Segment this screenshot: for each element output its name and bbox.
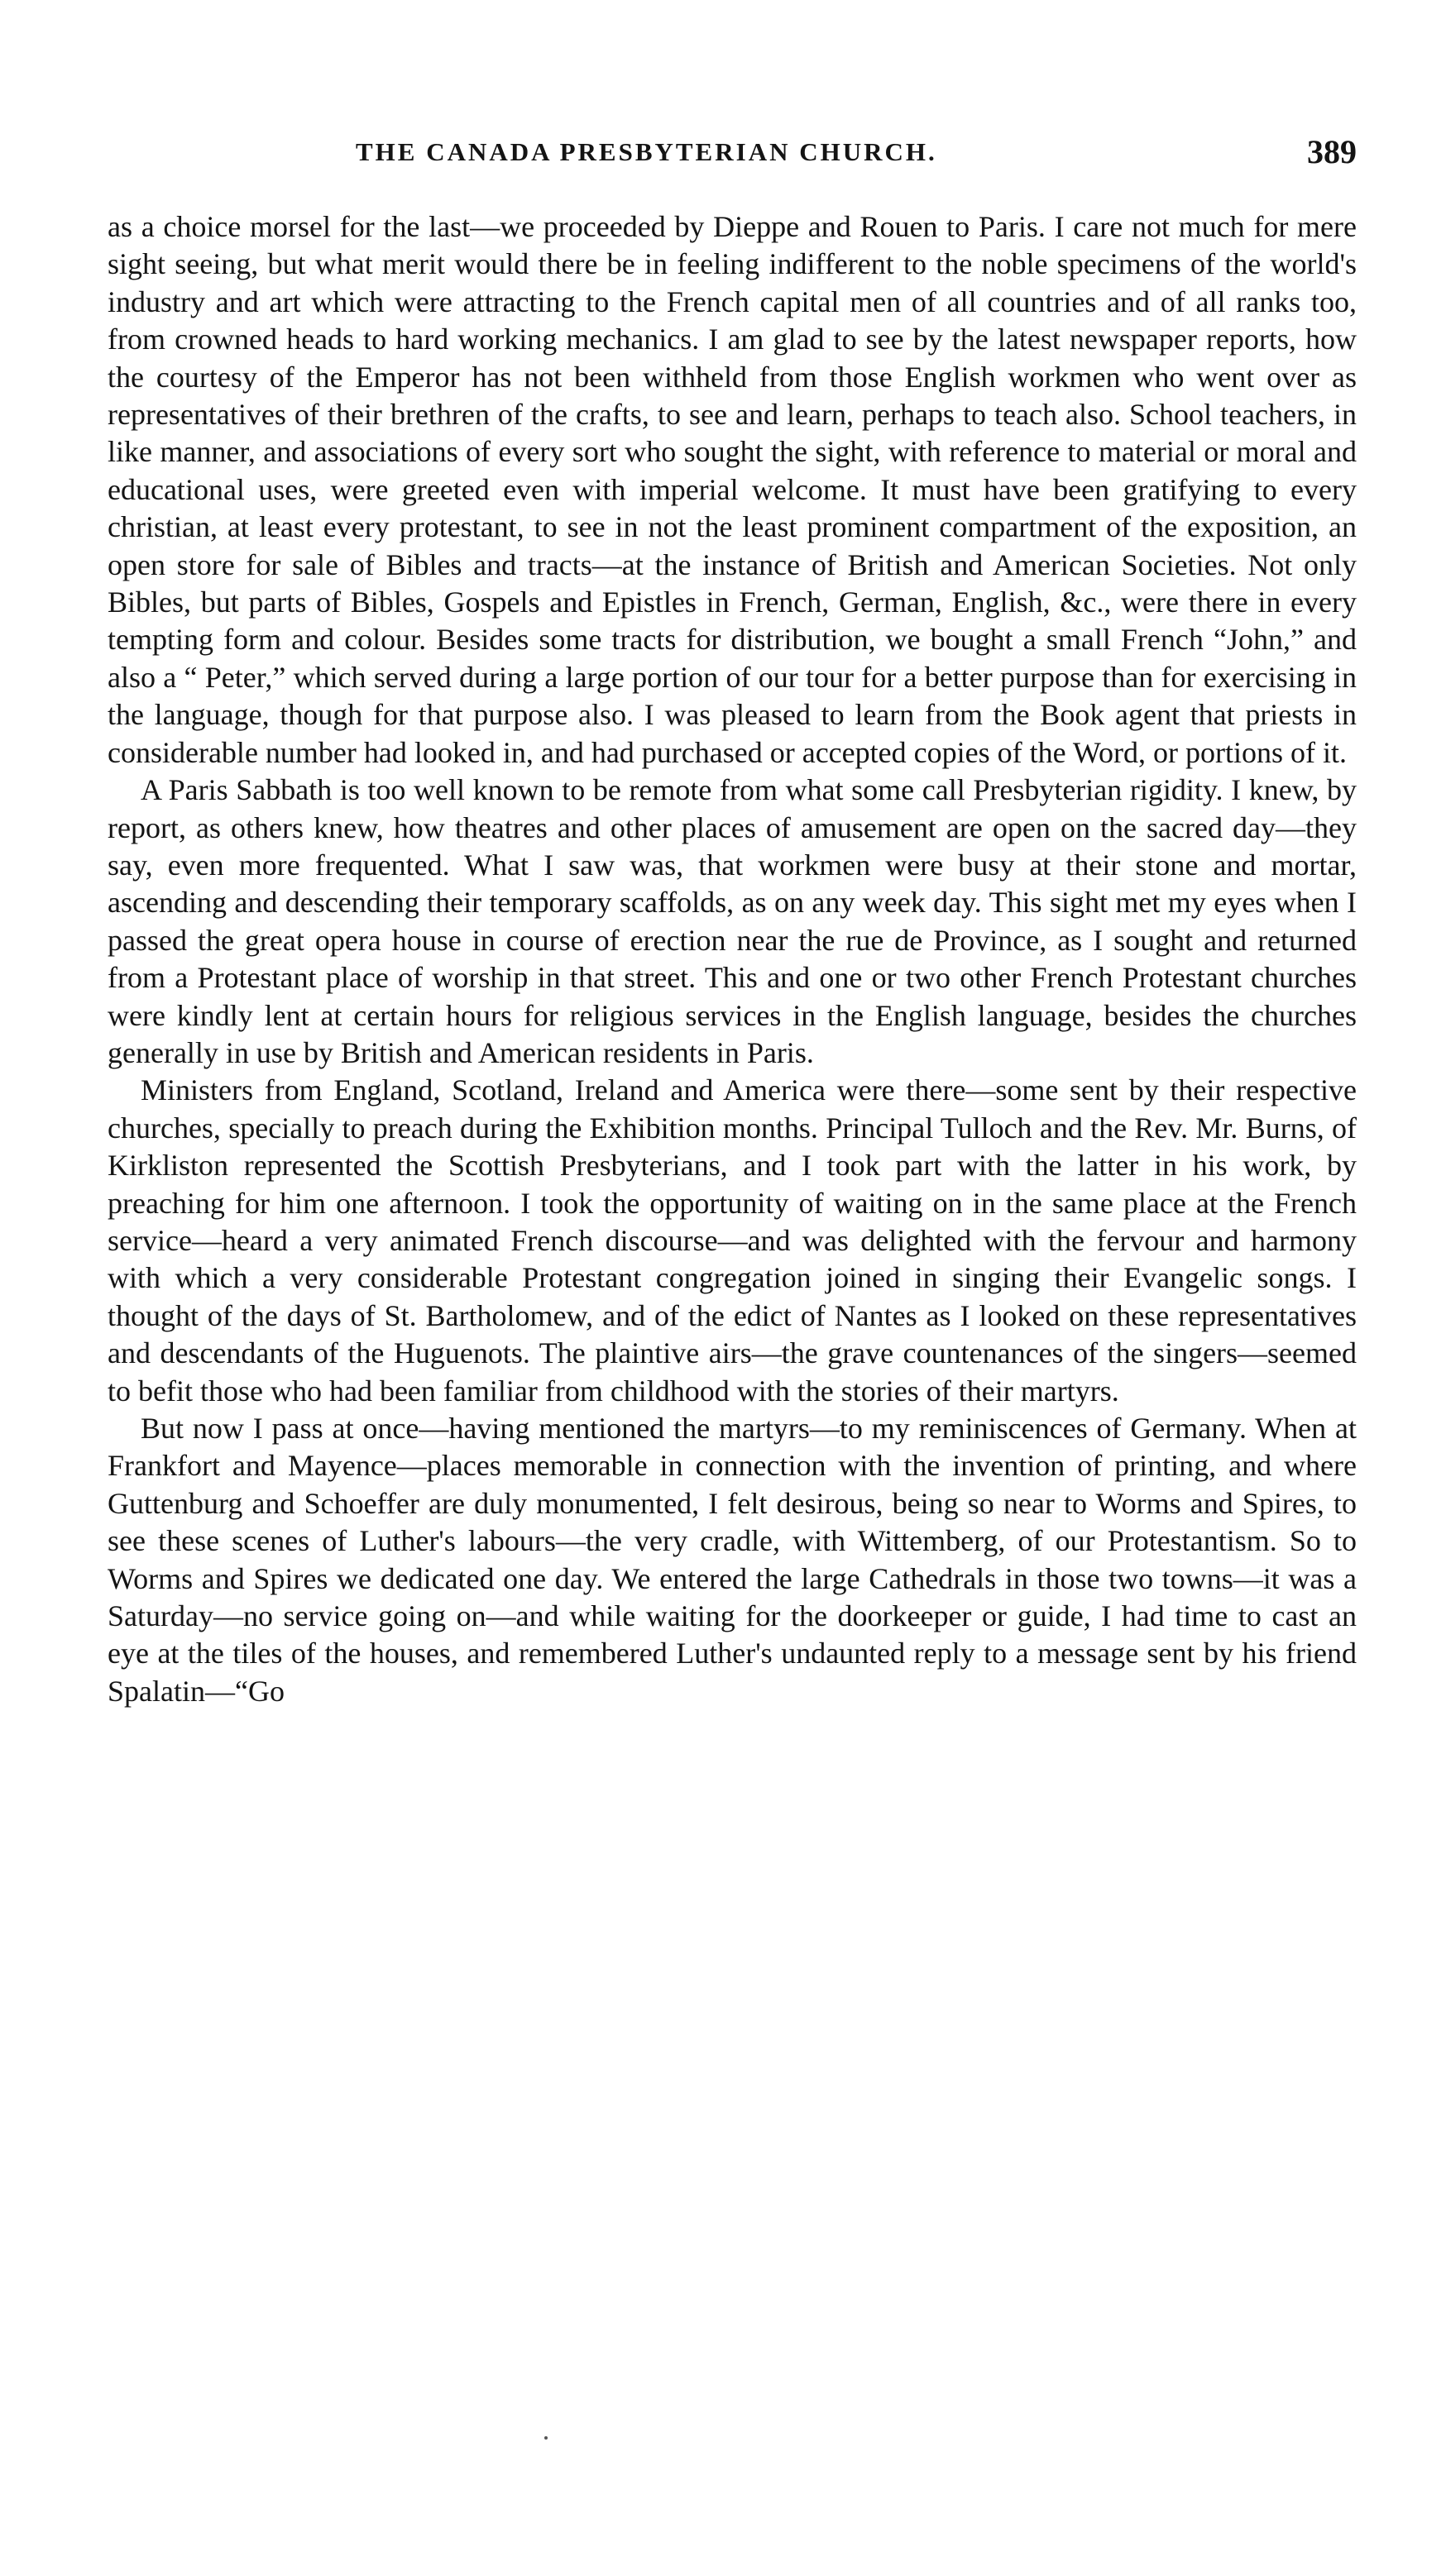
running-head bbox=[108, 132, 1357, 182]
body-text bbox=[108, 208, 1357, 1710]
paragraph-4: But now I pass at once—having mentioned the martyrs—to my reminiscences of Germany. When at Frankfort and Mayence—places memorable in connection with the invention of printing, and where Guttenburg and Schoeffer are duly monumented, I felt desirous, being so near to Worms and Spires, to see these scenes of Luther's labours—the very cradle, with Wittemberg, of our Protestantism. So to Worms and Spires we dedicated one day. We entered the large Cathedrals in those two towns—it was a Saturday—no service going on—and while waiting for the doorkeeper or guide, I had time to cast an eye at the tiles of the houses, and remembered Luther's undaunted reply to a message sent by his friend Spalatin—“Go bbox=[108, 1412, 1357, 1708]
paragraph-2: A Paris Sabbath is too well known to be remote from what some call Presbyterian rigidity. I knew, by report, as others knew, how theatres and other places of amusement are open on the sacred day—they say, even more frequented. What I saw was, that workmen were busy at their stone and mortar, ascending and descending their temporary scaffolds, as on any week day. This sight met my eyes when I passed the great opera house in course of erection near the rue de Province, as I sought and returned from a Protestant place of worship in that street. This and one or two other French Protestant churches were kindly lent at certain hours for religious services in the English language, besides the churches generally in use by British and American residents in Paris. bbox=[108, 773, 1357, 1069]
page-number: 389 bbox=[1307, 133, 1357, 170]
running-title: THE CANADA PRESBYTERIAN CHURCH. bbox=[356, 137, 937, 166]
stray-ink-dot bbox=[544, 2436, 548, 2440]
paragraph-1: as a choice morsel for the last—we proceeded by Dieppe and Rouen to Paris. I care not much for mere sight seeing, but what merit would there be in feeling indifferent to the noble specimens of the world's industry and art which were attracting to the French capital men of all countries and of all ranks too, from crowned heads to hard working mechanics. I am glad to see by the latest newspaper reports, how the courtesy of the Emperor has not been withheld from those English workmen who went over as representatives of their brethren of the crafts, to see and learn, perhaps to teach also. School teachers, in like manner, and associations of every sort who sought the sight, with reference to material or moral and educational uses, were greeted even with imperial welcome. It must have been gratifying to every christian, at least every protestant, to see in not the least prominent compartment of the exposition, an open store for sale of Bibles and tracts—at the instance of British and American Societies. Not only Bibles, but parts of Bibles, Gospels and Epistles in French, German, English, &c., were there in every tempting form and colour. Besides some tracts for distribution, we bought a small French “John,” and also a “ Peter,” which served during a large portion of our tour for a better purpose than for exercising in the language, though for that purpose also. I was pleased to learn from the Book agent that priests in considerable number had looked in, and had purchased or accepted copies of the Word, or portions of it. bbox=[108, 210, 1357, 769]
paragraph-3: Ministers from England, Scotland, Ireland and America were there—some sent by their respective churches, specially to preach during the Exhibition months. Principal Tulloch and the Rev. Mr. Burns, of Kirkliston represented the Scottish Presbyterians, and I took part with the latter in his work, by preaching for him one afternoon. I took the opportunity of waiting on in the same place at the French service—heard a very animated French discourse—and was delighted with the fervour and harmony with which a very considerable Protestant congregation joined in singing their Evangelic songs. I thought of the days of St. Bartholomew, and of the edict of Nantes as I looked on these representatives and descendants of the Huguenots. The plaintive airs—the grave countenances of the singers—seemed to befit those who had been familiar from childhood with the stories of their martyrs. bbox=[108, 1073, 1357, 1407]
